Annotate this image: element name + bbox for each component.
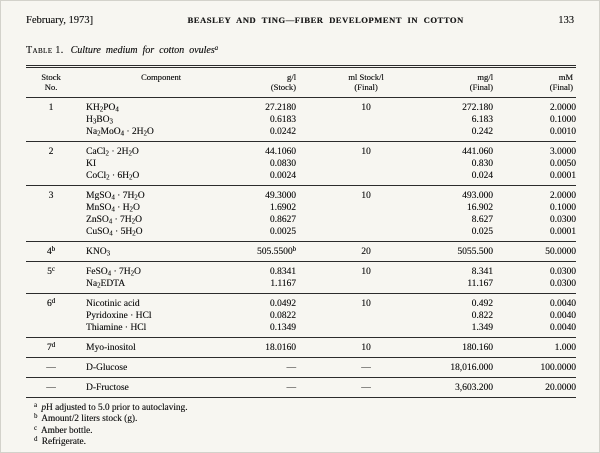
stock-group-2 xyxy=(26,142,576,186)
cell-mg-per-l-final: 0.025 xyxy=(471,226,493,237)
cell-ml-stock-per-l-final xyxy=(296,158,436,170)
table-row xyxy=(26,142,576,158)
table-row xyxy=(26,378,576,398)
cell-mm-final: 0.1000 xyxy=(549,114,576,125)
cell-mg-per-l-final: 16.902 xyxy=(466,202,493,213)
cell-g-per-l-stock: 0.0242 xyxy=(269,126,296,137)
cell-mm-final: 100.0000 xyxy=(540,362,576,373)
cell-stock-no: — xyxy=(46,362,56,373)
cell-stock-no: 5$^c$ xyxy=(47,265,55,277)
col-header-ml-stock-per-l-final xyxy=(296,67,436,98)
cell-component: Nicotinic acid xyxy=(86,298,140,309)
cell-component: ZnSO$_4$ · $7H_2O$ xyxy=(86,214,142,226)
cell-mm-final: 2.0000 xyxy=(549,190,576,201)
cell-g-per-l-stock: 0.0025 xyxy=(269,226,296,237)
cell-mm-final: 0.0040 xyxy=(549,322,576,333)
table-row xyxy=(26,126,576,142)
col-header-line1: mM xyxy=(558,72,573,82)
cell-ml-stock-per-l-final: 10 xyxy=(361,102,371,113)
cell-ml-stock-per-l-final xyxy=(296,214,436,226)
table-caption xyxy=(26,45,574,56)
cell-ml-stock-per-l-final xyxy=(296,226,436,242)
cell-stock-no xyxy=(26,126,76,142)
cell-component: FeSO$_4$ · $7H_2O$ xyxy=(86,266,141,278)
cell-mg-per-l-final: 3,603.200 xyxy=(455,382,493,393)
cell-ml-stock-per-l-final xyxy=(296,126,436,142)
cell-stock-no xyxy=(26,170,76,186)
cell-component: $H_3BO_3$ xyxy=(86,114,113,126)
stock-group-9 xyxy=(26,378,576,398)
col-header-line2: (Final) xyxy=(549,81,573,92)
cell-mm-final: 0.0001 xyxy=(549,226,576,237)
stock-group-6 xyxy=(26,294,576,338)
running-head: BEASLEY AND TING—FIBER DEVELOPMENT IN COTTON xyxy=(187,15,464,25)
cell-stock-no xyxy=(26,322,76,338)
table-row xyxy=(26,242,576,262)
col-header-line1: Component xyxy=(140,72,182,82)
table-row xyxy=(26,262,576,278)
cell-g-per-l-stock: 0.6183 xyxy=(269,114,296,125)
table-row xyxy=(26,98,576,114)
cell-mm-final: 0.0040 xyxy=(549,298,576,309)
culture-medium-table xyxy=(26,65,576,398)
cell-mg-per-l-final: 493.000 xyxy=(462,190,493,201)
cell-mg-per-l-final: 11.167 xyxy=(467,278,493,289)
cell-stock-no: 7$^d$ xyxy=(46,341,56,353)
cell-ml-stock-per-l-final: 10 xyxy=(361,266,371,277)
cell-component: Thiamine · HCl xyxy=(86,322,147,333)
col-header-line2: (Stock) xyxy=(270,81,296,92)
cell-g-per-l-stock: 49.3000 xyxy=(265,190,296,201)
cell-mm-final: 0.1000 xyxy=(549,202,576,213)
footnote-d: $^d$ Refrigerate. xyxy=(34,435,86,447)
cell-mm-final: 0.0300 xyxy=(549,214,576,225)
table-row xyxy=(26,338,576,358)
cell-component: CoCl$_2$ · $6H_2O$ xyxy=(86,170,140,182)
cell-mm-final: 0.0001 xyxy=(549,170,576,181)
cell-mg-per-l-final: 18,016.000 xyxy=(450,362,493,373)
col-header-line1: Stock xyxy=(41,72,61,82)
cell-stock-no: 1 xyxy=(48,102,54,113)
cell-g-per-l-stock: 1.6902 xyxy=(269,202,296,213)
cell-g-per-l-stock: 27.2180 xyxy=(265,102,296,113)
cell-stock-no xyxy=(26,226,76,242)
cell-component: $KH_2PO_4$ xyxy=(86,102,119,114)
stock-group-4 xyxy=(26,242,576,262)
table-row xyxy=(26,358,576,378)
cell-component: Myo-inositol xyxy=(86,342,136,353)
cell-component: $Na_2MoO_4 \cdot 2H_2O$ xyxy=(86,126,154,138)
table-row xyxy=(26,214,576,226)
cell-g-per-l-stock: 1.1167 xyxy=(270,278,296,289)
cell-mg-per-l-final: 0.242 xyxy=(471,126,493,137)
cell-stock-no xyxy=(26,202,76,214)
cell-mg-per-l-final: 0.822 xyxy=(471,310,493,321)
col-header-line1: g/l xyxy=(286,72,296,82)
cell-mm-final: 0.0050 xyxy=(549,158,576,169)
col-header-line2: (Final) xyxy=(354,81,378,92)
cell-mm-final: 20.0000 xyxy=(545,382,576,393)
cell-mg-per-l-final: 180.160 xyxy=(462,342,493,353)
table-row xyxy=(26,310,576,322)
cell-ml-stock-per-l-final xyxy=(296,278,436,294)
cell-component: D-Glucose xyxy=(86,362,128,373)
cell-ml-stock-per-l-final: 20 xyxy=(361,246,371,257)
col-header-mm-final xyxy=(493,67,576,98)
cell-ml-stock-per-l-final: 10 xyxy=(361,146,371,157)
page-number: 133 xyxy=(558,15,574,26)
cell-component: $Na_2EDTA$ xyxy=(86,278,126,290)
cell-mm-final: 3.0000 xyxy=(549,146,576,157)
cell-g-per-l-stock: 505.5500$^b$ xyxy=(256,245,296,257)
col-header-line2: No. xyxy=(44,81,58,92)
cell-ml-stock-per-l-final: 10 xyxy=(361,190,371,201)
cell-stock-no: 6$^d$ xyxy=(46,297,56,309)
col-header-line1: mg/l xyxy=(477,72,493,82)
cell-mg-per-l-final: 0.492 xyxy=(471,298,493,309)
col-header-g-per-l-stock xyxy=(246,67,296,98)
cell-ml-stock-per-l-final xyxy=(296,322,436,338)
table-row xyxy=(26,278,576,294)
cell-mg-per-l-final: 0.024 xyxy=(471,170,493,181)
cell-mm-final: 0.0010 xyxy=(549,126,576,137)
table-row xyxy=(26,158,576,170)
cell-mm-final: 0.0300 xyxy=(549,278,576,289)
cell-ml-stock-per-l-final: 10 xyxy=(361,342,371,353)
cell-g-per-l-stock: 0.0492 xyxy=(269,298,296,309)
cell-g-per-l-stock: 0.0024 xyxy=(269,170,296,181)
table-row xyxy=(26,322,576,338)
cell-g-per-l-stock: 18.0160 xyxy=(265,342,296,353)
col-header-line2: (Final) xyxy=(469,81,493,92)
cell-g-per-l-stock: 0.8341 xyxy=(269,266,296,277)
cell-stock-no: 2 xyxy=(48,146,54,157)
cell-stock-no xyxy=(26,114,76,126)
col-header-mg-per-l-final xyxy=(436,67,493,98)
cell-mg-per-l-final: 441.060 xyxy=(462,146,493,157)
footnote-c: $^c$ Amber bottle. xyxy=(34,424,93,436)
cell-ml-stock-per-l-final xyxy=(296,114,436,126)
cell-component: $KNO_3$ xyxy=(86,246,110,258)
cell-mg-per-l-final: 0.830 xyxy=(471,158,493,169)
table-row xyxy=(26,114,576,126)
cell-stock-no xyxy=(26,278,76,294)
cell-component: MgSO$_4$ · $7H_2O$ xyxy=(86,190,145,202)
table-row xyxy=(26,294,576,310)
cell-stock-no: — xyxy=(46,382,56,393)
stock-group-3 xyxy=(26,186,576,242)
cell-component: KI xyxy=(86,158,97,169)
cell-g-per-l-stock: — xyxy=(286,362,296,373)
cell-component: CaCl$_2$ · $2H_2O$ xyxy=(86,146,139,158)
cell-g-per-l-stock: 0.0830 xyxy=(269,158,296,169)
cell-stock-no xyxy=(26,158,76,170)
cell-g-per-l-stock: 0.1349 xyxy=(269,322,296,333)
col-header-line1: ml Stock/l xyxy=(348,72,384,82)
table-caption-title: Culture medium for cotton ovules$^a$ xyxy=(70,44,219,56)
cell-ml-stock-per-l-final: — xyxy=(361,382,371,393)
footnote-a: $^a$ pH adjusted to 5.0 prior to autoclaving. xyxy=(34,402,188,414)
cell-stock-no: 4$^b$ xyxy=(46,245,56,257)
cell-component: Pyridoxine · HCl xyxy=(86,310,152,321)
cell-mm-final: 0.0040 xyxy=(549,310,576,321)
cell-component: CuSO$_4$ · $5H_2O$ xyxy=(86,226,143,238)
stock-group-1 xyxy=(26,98,576,142)
footnote-b: $^b$ Amount/2 liters stock (g). xyxy=(34,413,138,425)
cell-mm-final: 1.000 xyxy=(554,342,576,353)
table-row xyxy=(26,202,576,214)
cell-stock-no xyxy=(26,310,76,322)
cell-ml-stock-per-l-final: — xyxy=(361,362,371,373)
stock-group-8 xyxy=(26,358,576,378)
cell-mg-per-l-final: 1.349 xyxy=(471,322,493,333)
page-header xyxy=(26,15,574,26)
cell-g-per-l-stock: — xyxy=(286,382,296,393)
cell-ml-stock-per-l-final xyxy=(296,202,436,214)
col-header-stock-no xyxy=(26,67,76,98)
cell-stock-no xyxy=(26,214,76,226)
cell-g-per-l-stock: 0.8627 xyxy=(269,214,296,225)
table-row xyxy=(26,186,576,202)
table-row xyxy=(26,170,576,186)
cell-g-per-l-stock: 0.0822 xyxy=(269,310,296,321)
stock-group-7 xyxy=(26,338,576,358)
journal-date: February, 1973] xyxy=(26,15,93,26)
cell-mg-per-l-final: 8.627 xyxy=(471,214,493,225)
table-header xyxy=(26,67,576,98)
cell-component: MnSO$_4$ · $H_2O$ xyxy=(86,202,140,214)
cell-mg-per-l-final: 6.183 xyxy=(471,114,493,125)
cell-ml-stock-per-l-final: 10 xyxy=(361,298,371,309)
cell-mm-final: 0.0300 xyxy=(549,266,576,277)
cell-component: D-Fructose xyxy=(86,382,129,393)
cell-ml-stock-per-l-final xyxy=(296,310,436,322)
table-row xyxy=(26,226,576,242)
table-footnotes xyxy=(34,403,574,448)
cell-mg-per-l-final: 8.341 xyxy=(471,266,493,277)
cell-g-per-l-stock: 44.1060 xyxy=(265,146,296,157)
cell-ml-stock-per-l-final xyxy=(296,170,436,186)
col-header-component xyxy=(76,67,246,98)
stock-group-5 xyxy=(26,262,576,294)
cell-mg-per-l-final: 272.180 xyxy=(462,102,493,113)
table-header-row xyxy=(26,67,576,98)
cell-mg-per-l-final: 5055.500 xyxy=(457,246,493,257)
cell-mm-final: 2.0000 xyxy=(549,102,576,113)
cell-mm-final: 50.0000 xyxy=(545,246,576,257)
table-caption-label: Table 1. xyxy=(26,45,64,56)
cell-stock-no: 3 xyxy=(48,190,54,201)
